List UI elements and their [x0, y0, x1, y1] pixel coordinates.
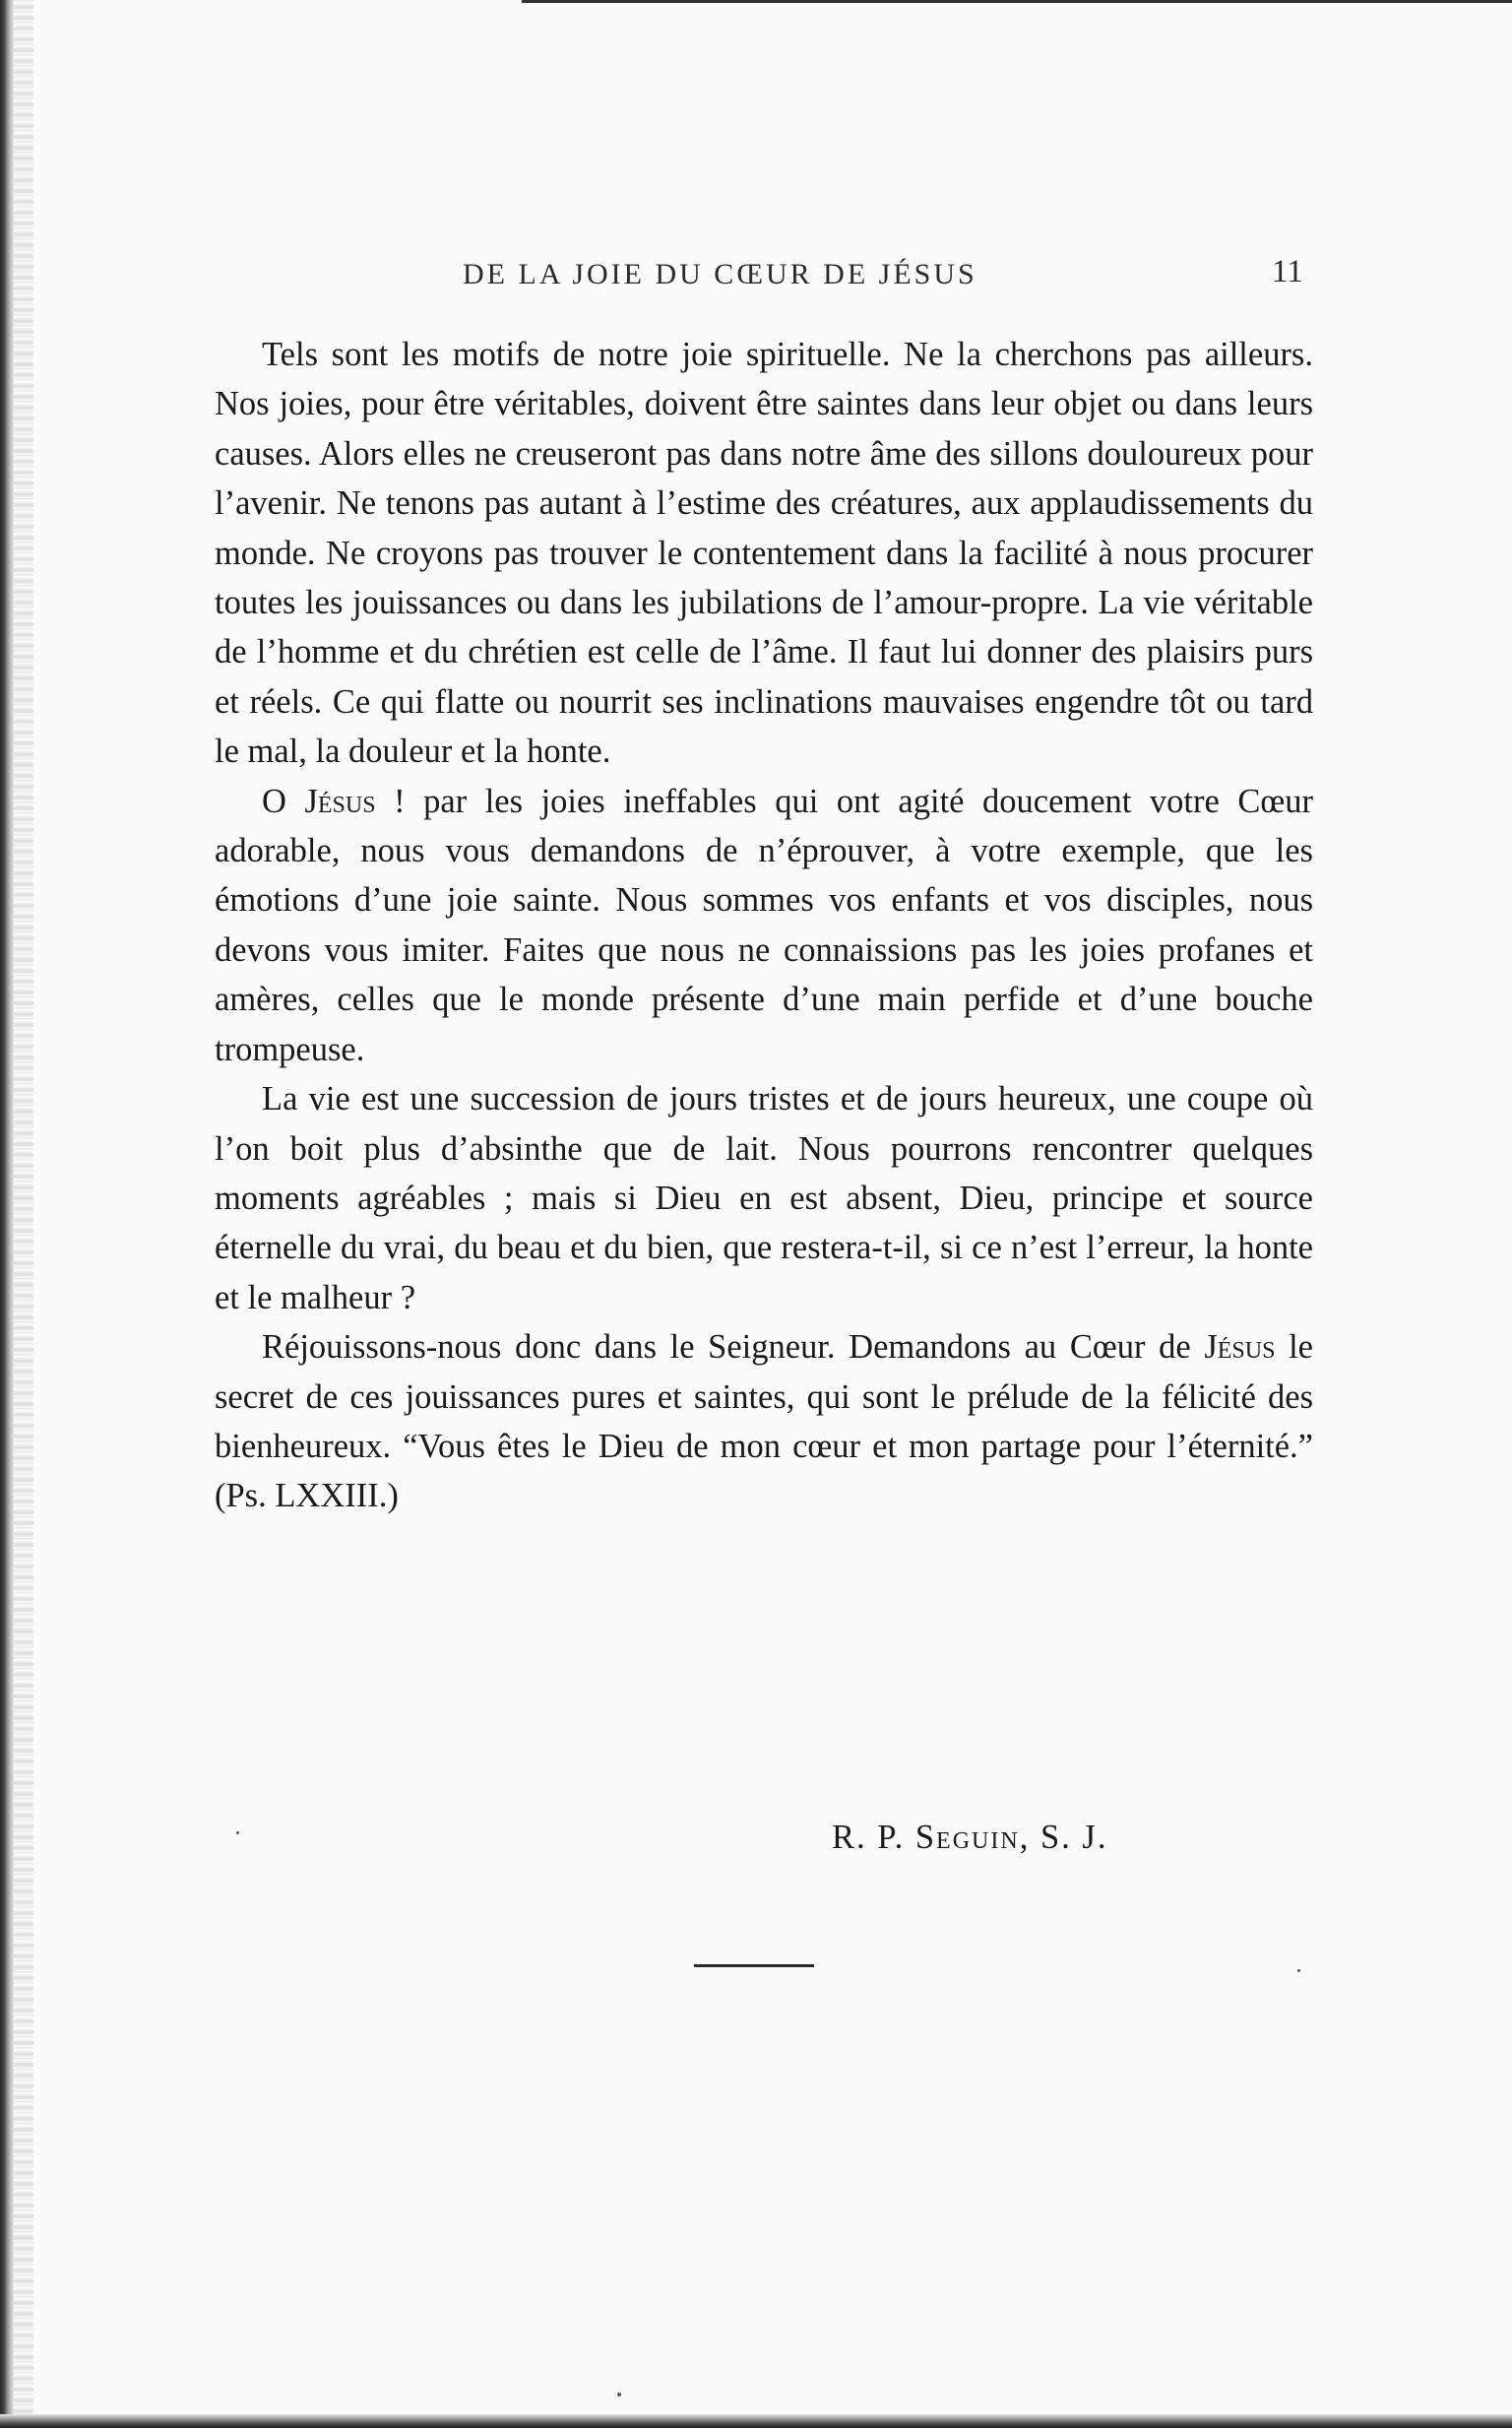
running-title: DE LA JOIE DU CŒUR DE JÉSUS — [463, 258, 977, 290]
page-number: 11 — [1272, 254, 1303, 289]
signature-name: Seguin — [914, 1819, 1020, 1856]
paragraph-4 — [215, 1322, 1313, 1521]
paragraph-2-lead: O — [262, 782, 305, 820]
paragraph-2-rest: ! par les joies ineffables qui ont agité doucement votre Cœur adorable, nous vous demandons de n’éprouver, à votre exemple, que les émotions d’une joie sainte. Nous sommes vos enfants et vos disciples, nous devons vous imiter. Faites que nous ne connaissions pas les joies profanes et amères, celles que le monde présente d’une main perfide et d’une bouche trompeuse. — [215, 782, 1313, 1068]
signature — [832, 1819, 1107, 1857]
scan-bottom-edge — [0, 2414, 1512, 2428]
body-text — [215, 330, 1313, 1521]
end-rule — [694, 1964, 814, 1967]
paragraph-2 — [215, 777, 1313, 1074]
paragraph-1: Tels sont les motifs de notre joie spirituelle. Ne la cherchons pas ailleurs. Nos joies, pour être véritables, doivent être saintes dans leur objet ou dans leurs causes. Alors elles ne creuseront pas dans notre âme des sillons douloureux pour l’avenir. Ne tenons pas autant à l’estime des créatures, aux applaudissements du monde. Ne croyons pas trouver le contentement dans la facilité à nous procurer toutes les jouissances ou dans les jubilations de l’amour-propre. La vie véritable de l’homme et du chrétien est celle de l’âme. Il faut lui donner des plaisirs purs et réels. Ce qui flatte ou nourrit ses inclinations mauvaises engendre tôt ou tard le mal, la douleur et la honte. — [215, 336, 1313, 771]
paragraph-3: La vie est une succession de jours tristes et de jours heureux, une coupe où l’on boit plus d’absinthe que de lait. Nous pourrons rencontrer quelques moments agréables ; mais si Dieu en est absent, Dieu, principe et source éternelle du vrai, du beau et du bien, que restera-t-il, si ce n’est l’erreur, la honte et le malheur ? — [215, 1080, 1313, 1316]
running-head — [0, 254, 1512, 297]
paragraph-4-lead: Réjouissons-nous donc dans le Seigneur. Demandons au Cœur de — [262, 1328, 1205, 1367]
ink-speck — [1297, 1969, 1300, 1972]
scan-left-speckle — [14, 0, 33, 2428]
paragraph-4-name: Jésus — [1204, 1328, 1276, 1367]
paragraph-2-name: Jésus — [304, 782, 376, 820]
ink-speck — [236, 1831, 239, 1834]
scan-left-edge — [0, 0, 14, 2428]
scan-top-edge — [522, 0, 1512, 3]
ink-speck — [617, 2393, 621, 2396]
signature-suffix: , S. J. — [1019, 1819, 1108, 1856]
paragraph-4-rest: le secret de ces jouissances pures et saintes, qui sont le prélude de la félicité des bienheureux. “Vous êtes le Dieu de mon cœur et mon partage pour l’éternité.” (Ps. LXXIII.) — [215, 1328, 1313, 1515]
signature-prefix: R. P. — [832, 1819, 915, 1856]
